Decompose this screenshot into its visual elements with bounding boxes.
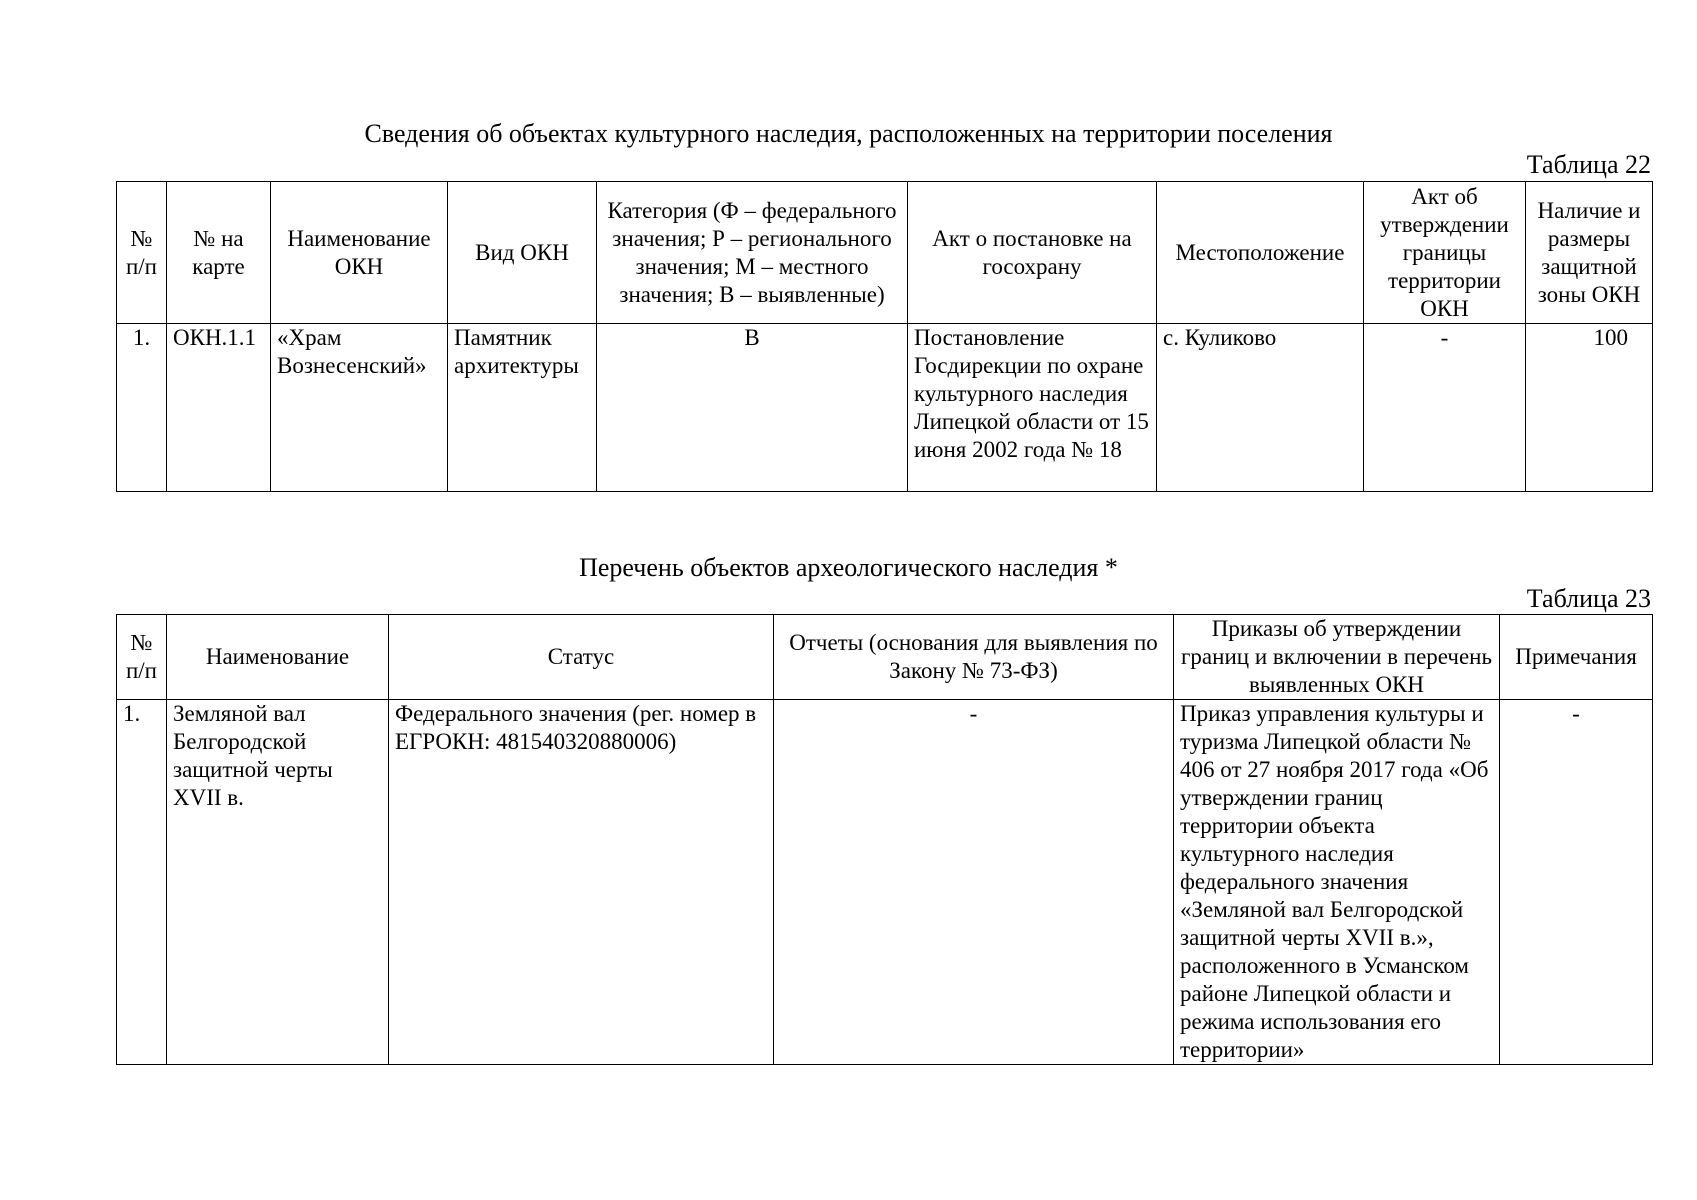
table-22-header-cell: Акт об утверждении границы территории ОКН <box>1364 182 1526 324</box>
table-22-header-cell: № п/п <box>117 182 167 324</box>
table-cell: 1. <box>117 324 167 492</box>
table-22-header-cell: Наименование ОКН <box>271 182 448 324</box>
table-22-header-cell: Вид ОКН <box>448 182 597 324</box>
table-23-title: Перечень объектов археологического наследия * <box>579 553 1118 582</box>
table-22-title: Сведения об объектах культурного наследия, расположенных на территории поселения <box>364 119 1333 148</box>
table-row <box>117 324 1653 492</box>
table-23 <box>116 614 1653 1065</box>
table-cell: - <box>774 700 1174 1065</box>
table-cell: 100 <box>1526 324 1653 492</box>
table-cell: с. Куликово <box>1157 324 1364 492</box>
table-22-header-cell: № на карте <box>167 182 271 324</box>
table-23-label: Таблица 23 <box>1526 584 1651 613</box>
table-22-header-cell: Наличие и размеры защитной зоны ОКН <box>1526 182 1653 324</box>
table-23-header-cell: № п/п <box>117 615 167 700</box>
table-23-header-cell: Примечания <box>1500 615 1653 700</box>
table-cell: - <box>1364 324 1526 492</box>
table-22-header-cell: Местоположение <box>1157 182 1364 324</box>
table-23-header-row <box>117 615 1653 700</box>
table-cell: Земляной вал Белгородской защитной черты XVII в. <box>167 700 389 1065</box>
table-23-header-cell: Приказы об утверждении границ и включении в перечень выявленных ОКН <box>1174 615 1500 700</box>
table-cell: «Храм Вознесенский» <box>271 324 448 492</box>
table-23-header-cell: Наименование <box>167 615 389 700</box>
table-cell: - <box>1500 700 1653 1065</box>
table-22-header-cell: Категория (Ф – федерального значения; Р – регионального значения; М – местного значения; В – выявленные) <box>597 182 908 324</box>
table-cell: В <box>597 324 908 492</box>
table-row <box>117 700 1653 1065</box>
table-cell: Постановление Госдирекции по охране культурного наследия Липецкой области от 15 июня 2002 года № 18 <box>908 324 1157 492</box>
table-23-header-cell: Отчеты (основания для выявления по Закону № 73-ФЗ) <box>774 615 1174 700</box>
table-cell: Памятник архитектуры <box>448 324 597 492</box>
table-23-header-cell: Статус <box>389 615 774 700</box>
table-cell: Федерального значения (рег. номер в ЕГРОКН: 481540320880006) <box>389 700 774 1065</box>
table-22-header-row <box>117 182 1653 324</box>
table-22-label: Таблица 22 <box>1526 150 1651 179</box>
table-22-header-cell: Акт о постановке на госохрану <box>908 182 1157 324</box>
table-cell: 1. <box>117 700 167 1065</box>
table-cell: ОКН.1.1 <box>167 324 271 492</box>
table-22 <box>116 181 1653 492</box>
table-cell: Приказ управления культуры и туризма Липецкой области № 406 от 27 ноября 2017 года «Об утверждении границ территории объекта культурного наследия федерального значения «Земляной вал Белгородской защитной черты XVII в.», расположенного в Усманском районе Липецкой области и режима использования его территории» <box>1174 700 1500 1065</box>
